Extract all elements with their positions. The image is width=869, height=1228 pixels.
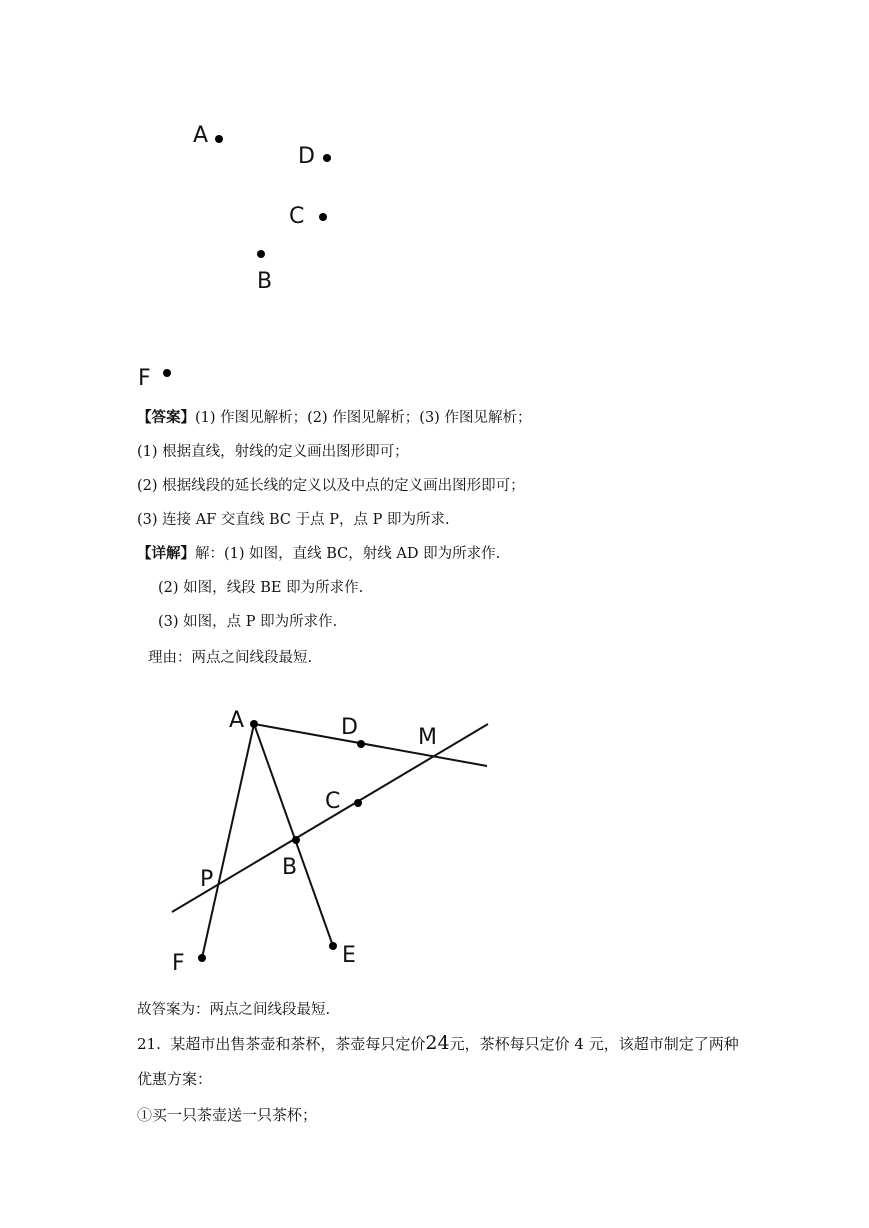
fig2-label-c: C xyxy=(325,789,341,814)
point-a xyxy=(215,135,223,143)
question-21-option-1: ①买一只茶壶送一只茶杯； xyxy=(137,1106,318,1124)
answer-line xyxy=(137,408,531,428)
conclusion-line: 故答案为：两点之间线段最短. xyxy=(137,1002,331,1018)
detail-first: 解：(1) 如图，直线 BC，射线 AD 即为所求作. xyxy=(195,546,501,562)
point-d xyxy=(323,154,331,162)
detail-tag: 【详解】 xyxy=(137,545,195,562)
point-label-c: C xyxy=(289,204,305,229)
question-text-b: 元，茶杯每只定价 4 元，该超市制定了两种 xyxy=(449,1035,739,1053)
figure-points xyxy=(0,0,869,400)
fig2-label-p: P xyxy=(200,867,214,892)
point-label-f: F xyxy=(138,366,151,391)
point-label-b: B xyxy=(257,269,273,294)
question-21-line-2: 优惠方案： xyxy=(137,1070,213,1088)
point-label-a: A xyxy=(193,123,209,148)
detail-line-2: (2) 如图，线段 BE 即为所求作. xyxy=(158,580,364,596)
fig2-point-b xyxy=(292,836,300,844)
segment-be xyxy=(254,724,333,946)
fig2-label-m: M xyxy=(418,725,437,750)
point-b xyxy=(257,250,265,258)
fig2-label-a: A xyxy=(229,708,245,733)
analysis-line-1: (1) 根据直线，射线的定义画出图形即可； xyxy=(137,444,409,460)
fig2-point-d xyxy=(357,740,365,748)
question-price-pot: 24 xyxy=(425,1032,450,1054)
figure-construction xyxy=(0,690,869,990)
analysis-line-3: (3) 连接 AF 交直线 BC 于点 P，点 P 即为所求. xyxy=(137,512,450,528)
detail-reason: 理由：两点之间线段最短. xyxy=(148,650,313,666)
point-f xyxy=(163,369,171,377)
point-c xyxy=(319,213,327,221)
fig2-label-e: E xyxy=(342,943,356,968)
detail-line-3: (3) 如图，点 P 即为所求作. xyxy=(158,614,338,630)
answer-text: (1) 作图见解析；(2) 作图见解析；(3) 作图见解析； xyxy=(195,410,532,426)
fig2-label-d: D xyxy=(341,715,358,740)
point-label-d: D xyxy=(298,144,315,169)
question-number: 21. xyxy=(137,1035,161,1053)
detail-line xyxy=(137,544,500,564)
question-21 xyxy=(137,1033,739,1054)
fig2-point-f xyxy=(198,954,206,962)
analysis-line-2: (2) 根据线段的延长线的定义以及中点的定义画出图形即可； xyxy=(137,478,525,494)
segment-af xyxy=(202,724,254,958)
answer-tag: 【答案】 xyxy=(137,409,195,426)
fig2-label-f: F xyxy=(172,951,185,976)
question-text-a: 某超市出售茶壶和茶杯，茶壶每只定价 xyxy=(170,1035,426,1053)
fig2-label-b: B xyxy=(282,855,298,880)
fig2-point-e xyxy=(329,942,337,950)
fig2-point-a xyxy=(250,720,258,728)
fig2-point-c xyxy=(354,799,362,807)
